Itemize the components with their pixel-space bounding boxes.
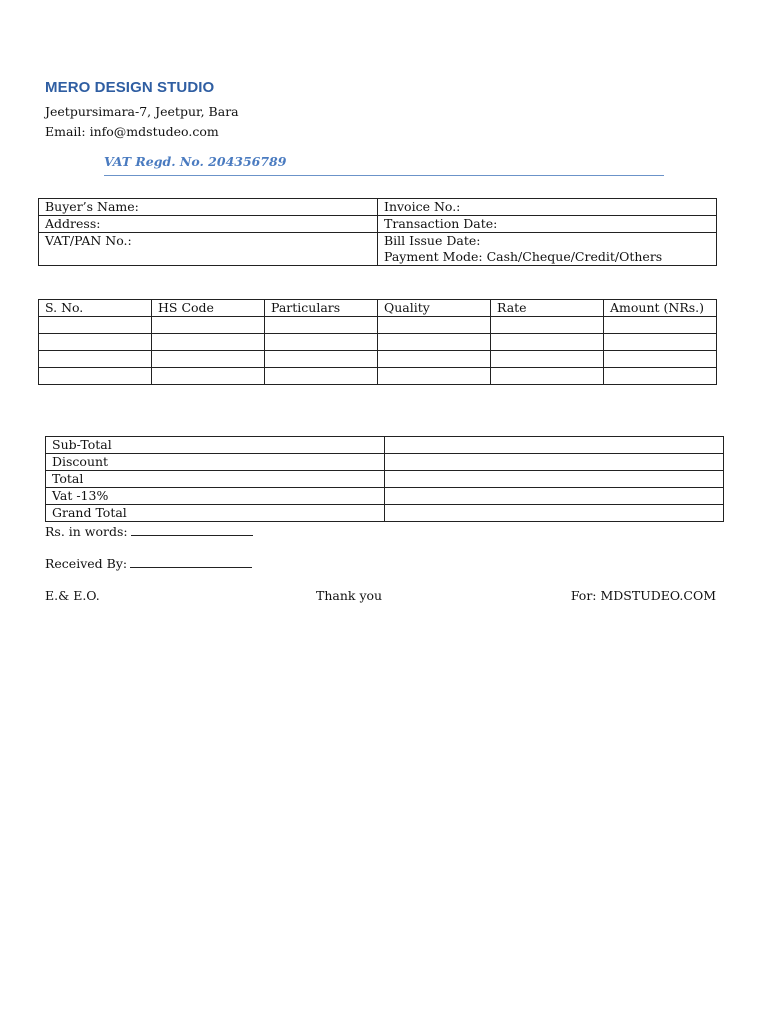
col-header-particulars: Particulars xyxy=(265,300,378,317)
total-row xyxy=(46,471,724,488)
total-value xyxy=(385,471,724,488)
table-cell xyxy=(265,317,378,334)
thank-you-note: Thank you xyxy=(316,588,383,603)
address-label: Address: xyxy=(39,216,378,233)
vat-row xyxy=(46,488,724,505)
table-cell xyxy=(265,334,378,351)
table-cell xyxy=(39,317,152,334)
vat-label: Vat -13% xyxy=(46,488,385,505)
received-blank-line xyxy=(130,556,252,568)
col-header-rate: Rate xyxy=(491,300,604,317)
grand-total-row xyxy=(46,505,724,522)
table-cell xyxy=(378,334,491,351)
buyer-name-label: Buyer’s Name: xyxy=(39,199,378,216)
grand-total-label: Grand Total xyxy=(46,505,385,522)
discount-row xyxy=(46,454,724,471)
table-cell xyxy=(265,351,378,368)
totals-table xyxy=(45,436,724,522)
received-by xyxy=(45,556,252,571)
col-header-amount: Amount (NRs.) xyxy=(604,300,717,317)
items-header-row xyxy=(39,300,717,317)
table-cell xyxy=(152,351,265,368)
col-header-sno: S. No. xyxy=(39,300,152,317)
buyer-invoice-info-table xyxy=(38,198,717,266)
table-cell xyxy=(39,351,152,368)
table-cell xyxy=(152,368,265,385)
table-cell xyxy=(604,334,717,351)
for-signature: For: MDSTUDEO.COM xyxy=(570,588,716,603)
company-name: MERO DESIGN STUDIO xyxy=(45,79,215,96)
amount-in-words xyxy=(45,524,253,539)
table-row xyxy=(39,334,717,351)
bill-issue-date-label: Bill Issue Date: xyxy=(378,233,717,250)
grand-total-value xyxy=(385,505,724,522)
eoe-note: E.& E.O. xyxy=(45,588,100,603)
vat-value xyxy=(385,488,724,505)
vat-pan-label: VAT/PAN No.: xyxy=(39,233,378,250)
discount-value xyxy=(385,454,724,471)
table-cell xyxy=(491,351,604,368)
table-cell xyxy=(152,317,265,334)
table-cell xyxy=(378,368,491,385)
items-table xyxy=(38,299,717,385)
transaction-date-label: Transaction Date: xyxy=(378,216,717,233)
table-cell xyxy=(265,368,378,385)
table-cell xyxy=(378,351,491,368)
table-cell xyxy=(39,368,152,385)
company-address: Jeetpursimara-7, Jeetpur, Bara xyxy=(45,104,239,119)
received-label: Received By: xyxy=(45,556,128,571)
vat-pan-blank xyxy=(39,249,378,266)
words-blank-line xyxy=(131,524,253,536)
payment-mode-label: Payment Mode: Cash/Cheque/Credit/Others xyxy=(378,249,717,266)
subtotal-label: Sub-Total xyxy=(46,437,385,454)
table-row xyxy=(39,351,717,368)
table-row xyxy=(39,368,717,385)
table-cell xyxy=(378,317,491,334)
table-cell xyxy=(39,334,152,351)
total-label: Total xyxy=(46,471,385,488)
table-cell xyxy=(491,334,604,351)
invoice-no-label: Invoice No.: xyxy=(378,199,717,216)
table-cell xyxy=(491,317,604,334)
table-cell xyxy=(491,368,604,385)
company-email: Email: info@mdstudeo.com xyxy=(45,124,219,139)
table-cell xyxy=(604,351,717,368)
col-header-hs-code: HS Code xyxy=(152,300,265,317)
vat-registration: VAT Regd. No. 204356789 xyxy=(104,154,287,169)
table-cell xyxy=(152,334,265,351)
col-header-quality: Quality xyxy=(378,300,491,317)
table-cell xyxy=(604,368,717,385)
discount-label: Discount xyxy=(46,454,385,471)
table-cell xyxy=(604,317,717,334)
subtotal-value xyxy=(385,437,724,454)
words-label: Rs. in words: xyxy=(45,524,128,539)
table-row xyxy=(39,317,717,334)
vat-underline xyxy=(104,175,664,176)
subtotal-row xyxy=(46,437,724,454)
